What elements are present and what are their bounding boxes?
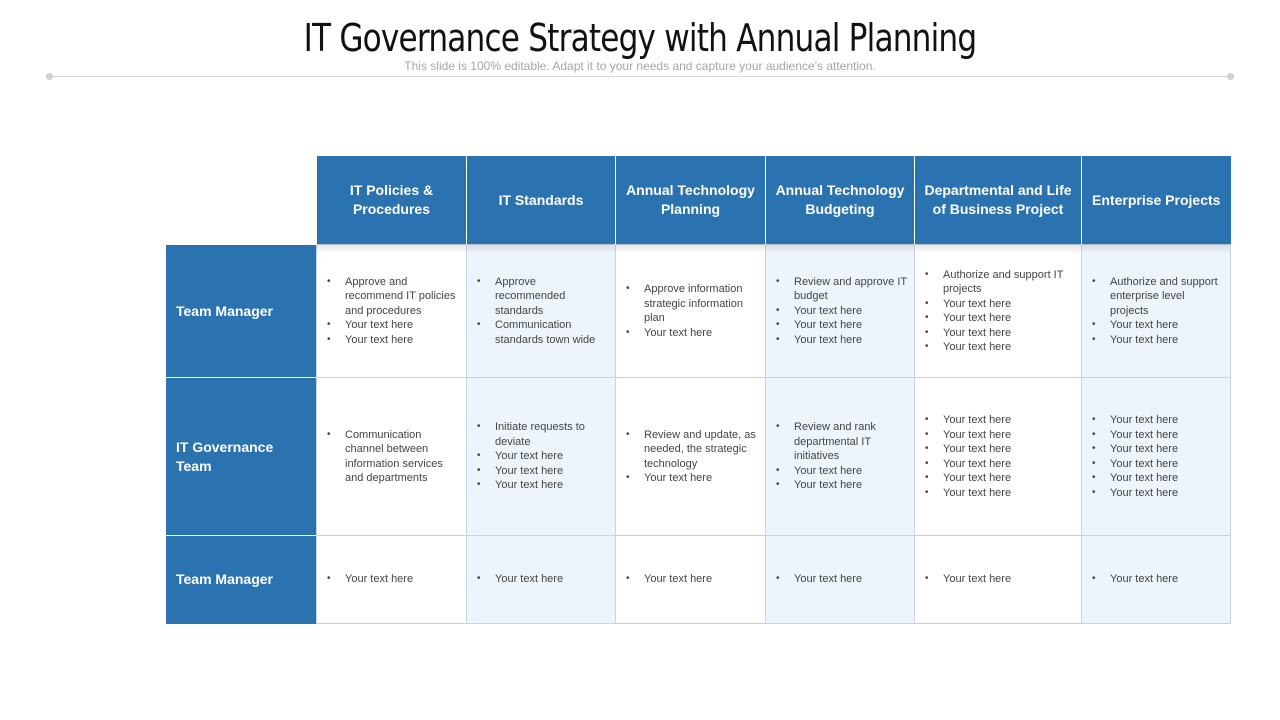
bullet-item: • Authorize and support IT projects: [943, 268, 1075, 297]
bullet-item: • Your text here: [943, 311, 1075, 326]
table-cell: [915, 378, 1082, 536]
bullet-item: • Your text here: [644, 572, 759, 587]
table-cell: [766, 536, 915, 624]
row-header: Team Manager: [166, 536, 317, 624]
table-cell: [467, 536, 616, 624]
bullet-item: • Your text here: [943, 471, 1075, 486]
bullet-item: • Your text here: [495, 572, 609, 587]
bullet-item: • Your text here: [794, 464, 908, 479]
bullet-list: [317, 572, 466, 587]
bullet-item: • Your text here: [794, 304, 908, 319]
table-cell: [467, 378, 616, 536]
table-cell: [1082, 245, 1231, 378]
table-cell: [616, 378, 766, 536]
bullet-list: [467, 572, 615, 587]
bullet-item: • Your text here: [495, 449, 609, 464]
page-subtitle: This slide is 100% editable. Adapt it to your needs and capture your audience’s attention.: [404, 59, 876, 73]
bullet-item: • Your text here: [1110, 457, 1224, 472]
table-cell: [1082, 536, 1231, 624]
bullet-list: [616, 428, 765, 486]
bullet-item: • Authorize and support enterprise level projects: [1110, 275, 1224, 319]
table-row: [166, 245, 1231, 378]
table-header-row: [166, 156, 1231, 245]
bullet-item: • Your text here: [1110, 428, 1224, 443]
bullet-item: • Your text here: [943, 442, 1075, 457]
bullet-item: • Your text here: [794, 478, 908, 493]
bullet-item: • Your text here: [943, 413, 1075, 428]
bullet-item: • Your text here: [1110, 333, 1224, 348]
table-row: [166, 536, 1231, 624]
bullet-item: • Your text here: [943, 486, 1075, 501]
bullet-item: • Review and rank departmental IT initiatives: [794, 420, 908, 464]
bullet-list: [317, 275, 466, 348]
column-header: IT Standards: [467, 156, 616, 245]
table-cell: [616, 245, 766, 378]
bullet-item: • Approve recommended standards: [495, 275, 609, 319]
column-header: Departmental and Life of Business Project: [915, 156, 1082, 245]
bullet-item: • Approve information strategic information plan: [644, 282, 759, 326]
bullet-item: • Your text here: [943, 428, 1075, 443]
table-cell: [467, 245, 616, 378]
column-header: Annual Technology Planning: [616, 156, 766, 245]
bullet-item: • Your text here: [794, 572, 908, 587]
table-corner: [166, 156, 317, 245]
bullet-item: • Your text here: [1110, 486, 1224, 501]
divider-dot-left: [46, 73, 53, 80]
bullet-item: • Your text here: [495, 478, 609, 493]
divider-dot-right: [1227, 73, 1234, 80]
bullet-item: • Your text here: [1110, 471, 1224, 486]
bullet-item: • Communication standards town wide: [495, 318, 609, 347]
bullet-item: • Your text here: [794, 333, 908, 348]
bullet-item: • Your text here: [345, 318, 460, 333]
bullet-list: [766, 420, 914, 493]
bullet-list: [1082, 572, 1230, 587]
bullet-item: • Your text here: [644, 326, 759, 341]
table-row: [166, 378, 1231, 536]
divider-line: [50, 76, 1231, 77]
bullet-item: • Your text here: [943, 326, 1075, 341]
table-cell: [1082, 378, 1231, 536]
page-title: IT Governance Strategy with Annual Planning: [303, 16, 977, 60]
table-cell: [317, 378, 467, 536]
bullet-item: • Your text here: [943, 572, 1075, 587]
bullet-list: [915, 572, 1081, 587]
bullet-item: • Your text here: [943, 340, 1075, 355]
bullet-list: [616, 572, 765, 587]
bullet-item: • Review and approve IT budget: [794, 275, 908, 304]
table-cell: [616, 536, 766, 624]
table-cell: [766, 245, 915, 378]
bullet-list: [915, 268, 1081, 355]
table-cell: [766, 378, 915, 536]
bullet-item: • Your text here: [1110, 442, 1224, 457]
table-cell: [915, 245, 1082, 378]
table-cell: [317, 245, 467, 378]
column-header: Annual Technology Budgeting: [766, 156, 915, 245]
bullet-item: • Your text here: [1110, 572, 1224, 587]
bullet-item: • Your text here: [943, 297, 1075, 312]
column-header: Enterprise Projects: [1082, 156, 1231, 245]
bullet-list: [616, 282, 765, 340]
table-cell: [915, 536, 1082, 624]
bullet-list: [915, 413, 1081, 500]
bullet-item: • Your text here: [345, 572, 460, 587]
bullet-list: [467, 420, 615, 493]
column-header: IT Policies & Procedures: [317, 156, 467, 245]
bullet-item: • Your text here: [495, 464, 609, 479]
bullet-list: [766, 572, 914, 587]
governance-table: [166, 156, 1231, 624]
bullet-item: • Your text here: [1110, 413, 1224, 428]
bullet-item: • Your text here: [644, 471, 759, 486]
bullet-item: • Approve and recommend IT policies and procedures: [345, 275, 460, 319]
bullet-item: • Your text here: [943, 457, 1075, 472]
bullet-list: [1082, 413, 1230, 500]
bullet-item: • Your text here: [1110, 318, 1224, 333]
bullet-list: [317, 428, 466, 486]
row-header: IT Governance Team: [166, 378, 317, 536]
bullet-item: • Your text here: [345, 333, 460, 348]
bullet-list: [766, 275, 914, 348]
bullet-item: • Your text here: [794, 318, 908, 333]
bullet-item: • Review and update, as needed, the strategic technology: [644, 428, 759, 472]
bullet-list: [467, 275, 615, 348]
bullet-item: • Initiate requests to deviate: [495, 420, 609, 449]
row-header: Team Manager: [166, 245, 317, 378]
table-cell: [317, 536, 467, 624]
bullet-item: • Communication channel between information services and departments: [345, 428, 460, 486]
bullet-list: [1082, 275, 1230, 348]
